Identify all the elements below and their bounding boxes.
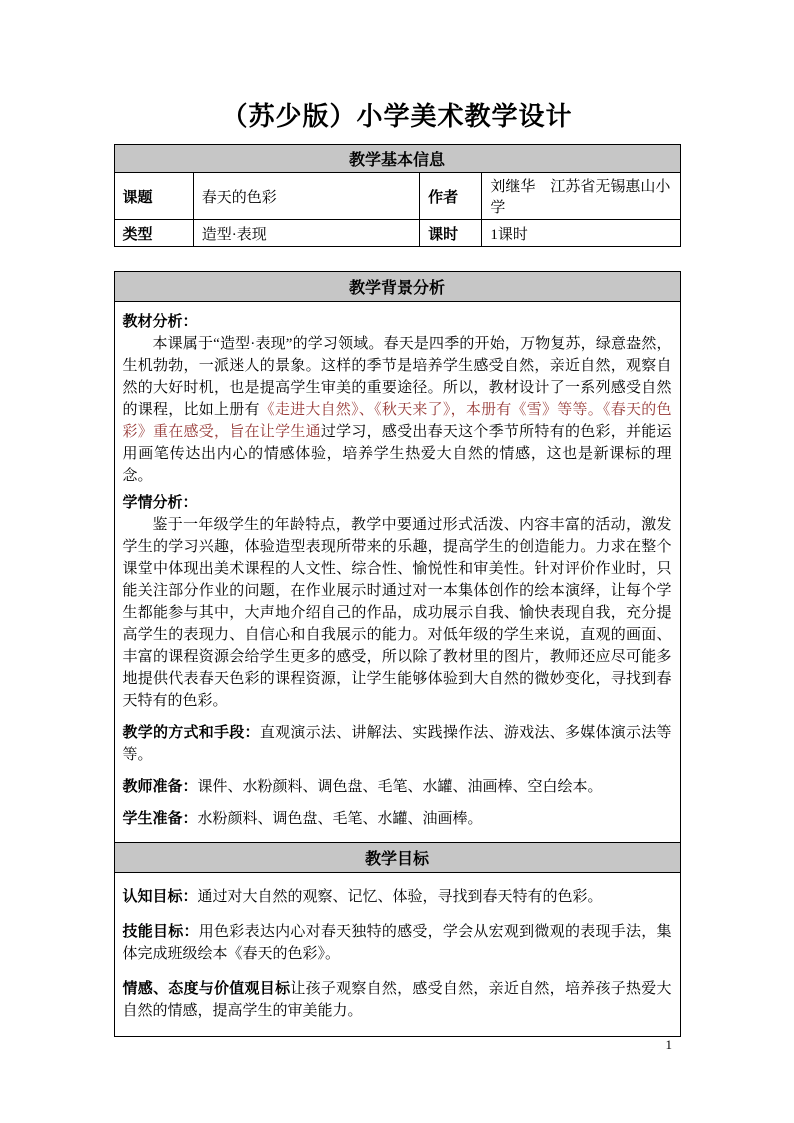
teacher-prep-label: 教师准备： <box>122 779 198 795</box>
material-analysis-paragraph <box>123 333 672 487</box>
teacher-prep-paragraph <box>123 776 672 798</box>
page-number: 1 <box>665 1037 672 1052</box>
cognitive-goal-text: 通过对大自然的观察、记忆、体验，寻找到春天特有的色彩。 <box>197 889 603 905</box>
background-header-row <box>114 272 680 302</box>
info-value-author: 刘继华 江苏省无锡惠山小学 <box>482 173 680 220</box>
teaching-methods-label: 教学的方式和手段： <box>122 725 260 741</box>
affective-goal-paragraph <box>123 978 672 1022</box>
goals-header-row <box>114 843 680 873</box>
skill-goal-text: 用色彩表达内心对春天独特的感受，学会从宏观到微观的表现手法，集体完成班级绘本《春天的色彩》。 <box>122 924 672 962</box>
teaching-methods-paragraph <box>123 722 672 766</box>
skill-goal-label: 技能目标： <box>122 924 199 940</box>
background-section-header: 教学背景分析 <box>114 272 680 302</box>
student-analysis-text: 鉴于一年级学生的年龄特点，教学中要通过形式活泼、内容丰富的活动，激发学生的学习兴趣，体验造型表现所带来的乐趣，提高学生的创造能力。力求在整个课堂中体现出美术课程的人文性、综合性、愉悦性和审美性。针对评价作业时，只能关注部分作业的问题，在作业展示时通过对一本集体创作的绘本演绎，让每个学生都能参与其中，大声地介绍自己的作品，成功展示自我、愉快表现自我，充分提高学生的表现力、自信心和自我展示的能力。对低年级的学生来说，直观的画面、丰富的课程资源会给学生更多的感受，所以除了教材里的图片，教师还应尽可能多地提供代表春天色彩的课程资源，让学生能够体验到大自然的微妙变化，寻找到春天特有的色彩。 <box>122 517 672 709</box>
student-analysis-paragraph <box>123 514 672 712</box>
teacher-prep-text: 课件、水粉颜料、调色盘、毛笔、水罐、油画棒、空白绘本。 <box>197 779 603 795</box>
student-prep-text: 水粉颜料、调色盘、毛笔、水罐、油画棒。 <box>197 811 483 827</box>
cognitive-goal-label: 认知目标： <box>122 889 198 905</box>
info-label-author: 作者 <box>420 173 482 220</box>
info-table-row-topic <box>114 173 680 220</box>
analysis-goals-table <box>114 271 681 1037</box>
info-table-header-row <box>114 145 680 173</box>
material-analysis-label: 教材分析： <box>122 314 198 330</box>
info-table-row-type <box>114 220 680 247</box>
affective-goal-label: 情感、态度与价值观目标 <box>122 981 291 997</box>
goals-body-cell <box>114 873 680 1037</box>
goals-body-row <box>114 873 680 1037</box>
student-analysis-label: 学情分析： <box>122 495 198 511</box>
background-body-cell <box>114 302 680 843</box>
info-label-topic: 课题 <box>114 173 193 220</box>
info-label-periods: 课时 <box>420 220 482 247</box>
teaching-methods-text: 直观演示法、讲解法、实践操作法、游戏法、多媒体演示法等等。 <box>122 725 672 763</box>
info-table-header: 教学基本信息 <box>114 145 680 173</box>
info-value-periods: 1课时 <box>482 220 680 247</box>
material-analysis-text-highlight: 《走进大自然》、《秋天来了》，本册有《雪》等等。《春天的色彩》重在感受，旨在让学生通 <box>122 402 672 440</box>
material-analysis-text-1: 本课属于“造型·表现”的学习领域。春天是四季的开始，万物复苏，绿意盎然，生机勃勃，一派迷人的景象。这样的季节是培养学生感受自然，亲近自然，观察自然的大好时机，也是提高学生审美的重要途径。所以，教材设计了一系列感受自然的课程，比如上册有 <box>122 336 672 418</box>
info-value-topic: 春天的色彩 <box>193 173 419 220</box>
background-body-row <box>114 302 680 843</box>
info-label-type: 类型 <box>114 220 193 247</box>
material-analysis-text-2: 过学习，感受出春天这个季节所特有的色彩，并能运用画笔传达出内心的情感体验，培养学生热爱大自然的情感，这也是新课标的理念。 <box>122 424 672 484</box>
info-value-type: 造型·表现 <box>193 220 419 247</box>
document-content <box>114 0 681 1037</box>
goals-section-header: 教学目标 <box>114 843 680 873</box>
basic-info-table <box>114 144 681 247</box>
student-prep-paragraph <box>123 808 672 830</box>
skill-goal-paragraph <box>123 921 672 965</box>
cognitive-goal-paragraph <box>123 886 672 908</box>
affective-goal-text: 让孩子观察自然，感受自然，亲近自然，培养孩子热爱大自然的情感，提高学生的审美能力。 <box>122 981 672 1019</box>
student-prep-label: 学生准备： <box>122 811 198 827</box>
document-title: （苏少版）小学美术教学设计 <box>221 102 573 131</box>
